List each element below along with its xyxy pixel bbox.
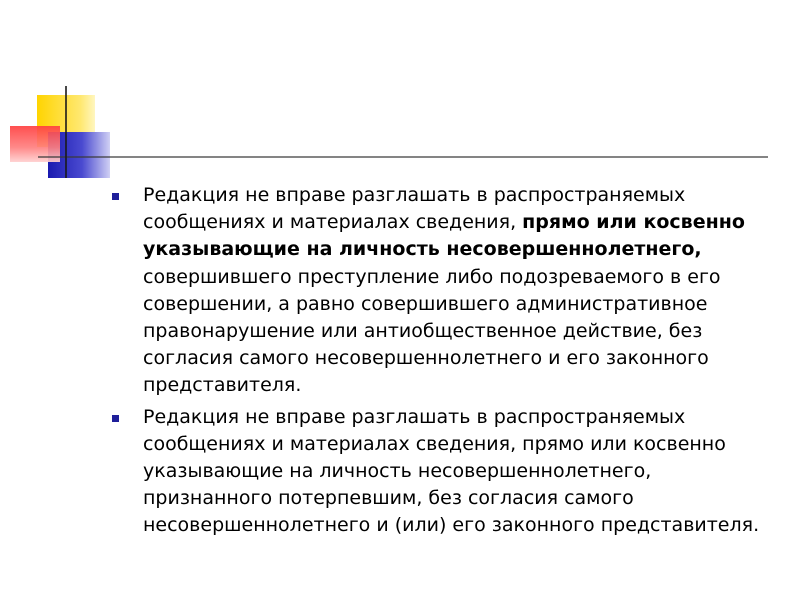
bullet-text-bold: прямо или косвенно указывающие на личность несовершеннолетнего, [143, 211, 745, 261]
bullet-text: Редакция не вправе разглашать в распространяемых сообщениях и материалах сведения, прямо или косвенно указывающие на личность несовершеннолетнего, признанного потерпевшим, без согласия самого несовершеннолетнего и (или) его законного представителя. [143, 405, 760, 537]
square-bullet-icon [112, 193, 119, 200]
bullet-text-end: совершившего преступление либо подозреваемого в его совершении, а равно совершившего административное правонарушение или антиобщественное действие, без согласия самого несовершеннолетнего и его законного представителя. [143, 265, 721, 397]
square-bullet-icon [112, 415, 119, 422]
bullet-item [112, 404, 772, 540]
bullet-list [112, 182, 772, 540]
bullet-text-start: Редакция не вправе разглашать в распространяемых сообщениях и материалах сведения, [143, 184, 686, 234]
decorative-corner-graphic [0, 0, 800, 200]
slide-content [112, 182, 772, 544]
bullet-item [112, 182, 772, 400]
